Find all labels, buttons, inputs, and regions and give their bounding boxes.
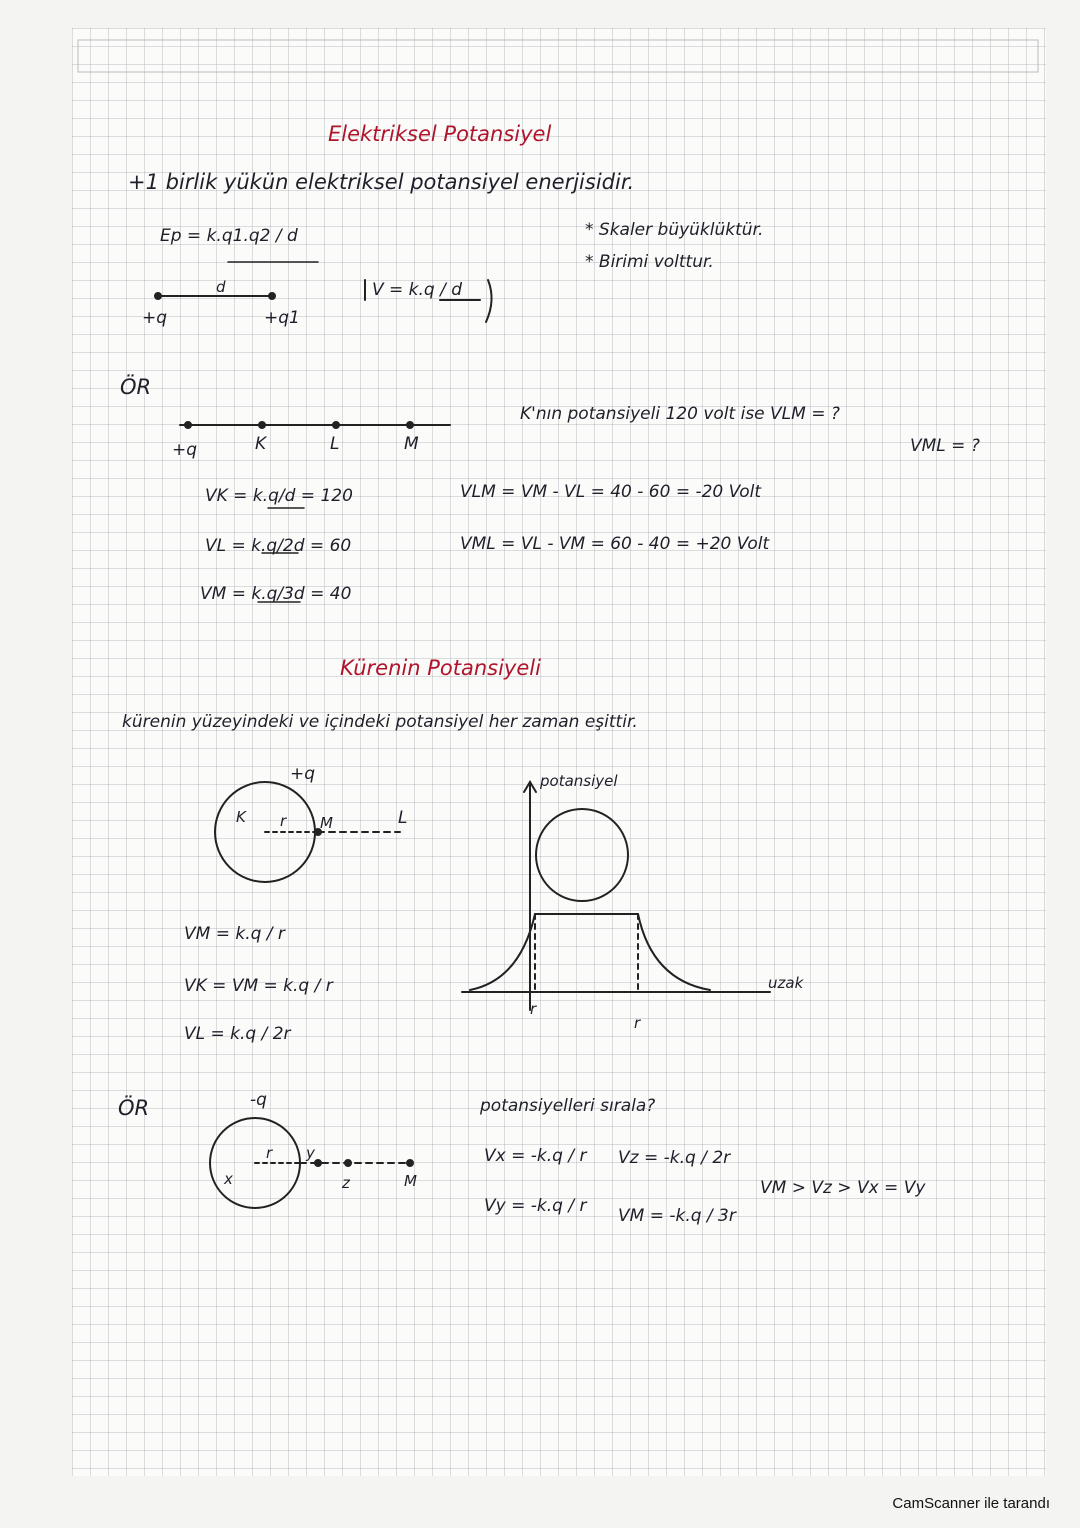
example2-vx: Vx = -k.q / r [484,1146,587,1166]
note-unit: * Birimi volttur. [585,252,714,272]
example1-charge: +q [172,440,198,460]
example2-question: potansiyelleri sırala? [480,1096,656,1116]
definition-text: +1 birlik yükün elektriksel potansiyel enerjisidir. [128,170,635,194]
point-m: M [404,434,419,454]
point-l: L [330,434,340,454]
example-tag: ÖR [120,375,152,399]
example2-charge: -q [250,1090,267,1110]
sphere1-label-l: L [398,808,408,828]
sphere1-vm: VM = k.q / r [184,924,285,944]
example2-vm: VM = -k.q / 3r [618,1206,736,1226]
vml-equation: VML = VL - VM = 60 - 40 = +20 Volt [460,534,770,554]
example2-vz: Vz = -k.q / 2r [618,1148,731,1168]
sphere2-label-x: x [224,1170,233,1188]
example1-question: K'nın potansiyeli 120 volt ise VLM = ? [520,404,840,424]
sphere-statement: kürenin yüzeyindeki ve içindeki potansiyel her zaman eşittir. [122,712,638,732]
sphere1-label-m: M [320,814,333,832]
page-title: Elektriksel Potansiyel [328,122,552,146]
example2-vy: Vy = -k.q / r [484,1196,587,1216]
sphere1-vl: VL = k.q / 2r [184,1024,291,1044]
vl-equation: VL = k.q/2d = 60 [205,536,352,556]
sphere1-label-r: r [280,812,287,830]
sphere2-label-r: r [266,1144,273,1162]
sphere1-label-k: K [236,808,246,826]
example2-tag: ÖR [118,1096,150,1120]
graph-ylabel: potansiyel [540,772,618,790]
charge-label-left: +q [142,308,168,328]
sphere-title: Kürenin Potansiyeli [340,656,541,680]
distance-label: d [216,278,226,296]
example1-question2: VML = ? [910,436,980,456]
graph-r-right: r [634,1014,641,1032]
v-formula: V = k.q / d [372,280,463,300]
sphere2-label-y: y [306,1144,315,1162]
sphere2-label-m: M [404,1172,417,1190]
vk-equation: VK = k.q/d = 120 [205,486,353,506]
ep-formula: Ep = k.q1.q2 / d [160,226,298,246]
scanner-footer: CamScanner ile tarandı [892,1495,1050,1512]
graph-xlabel: uzak [768,974,804,992]
sphere2-label-z: z [342,1174,350,1192]
example2-order: VM > Vz > Vx = Vy [760,1178,926,1198]
point-k: K [255,434,267,454]
vm-equation: VM = k.q/3d = 40 [200,584,352,604]
vlm-equation: VLM = VM - VL = 40 - 60 = -20 Volt [460,482,762,502]
note-scalar: * Skaler büyüklüktür. [585,220,764,240]
sphere1-vk: VK = VM = k.q / r [184,976,333,996]
graph-r-left: r [530,1000,537,1018]
sphere1-charge: +q [290,764,316,784]
charge-label-right: +q1 [264,308,300,328]
